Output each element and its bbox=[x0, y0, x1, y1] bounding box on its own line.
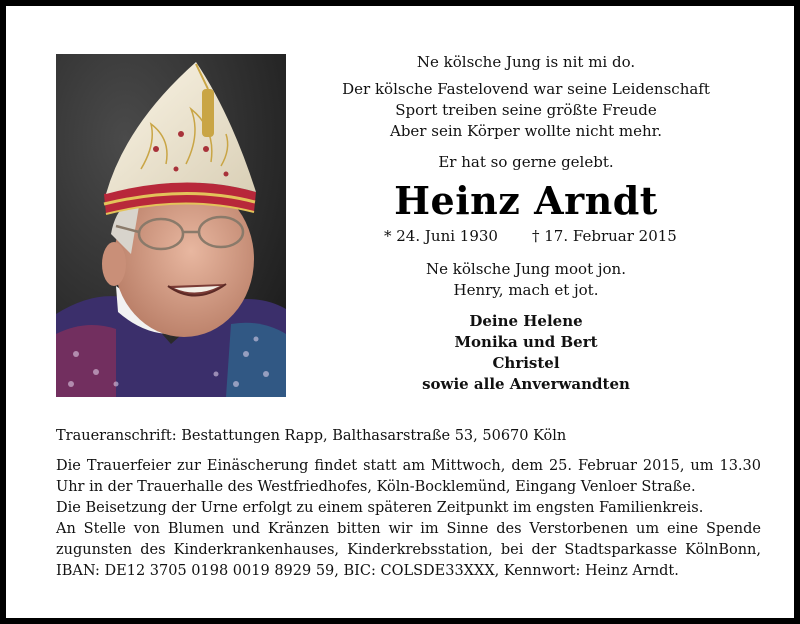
death-date: † 17. Februar 2015 bbox=[532, 227, 677, 245]
donation-info: An Stelle von Blumen und Kränzen bitten wir im Sinne des Verstorbenen um eine Spende zugunsten des Kinderkrankenhauses, Kinderkrebsstation, bei der Stadtsparkasse KölnBonn, IBAN: DE12 3705 0198 0019 8929 59, BIC: COLSDE33XXX, Kennwort: Heinz Arndt. bbox=[56, 521, 761, 579]
tagline: Er hat so gerne gelebt. bbox=[438, 153, 614, 171]
verse-line-2: Der kölsche Fastelovend war seine Leidenschaft bbox=[342, 80, 710, 98]
mourning-address: Traueranschrift: Bestattungen Rapp, Balthasarstraße 53, 50670 Köln bbox=[56, 428, 567, 444]
portrait-illustration bbox=[56, 54, 286, 397]
life-dates bbox=[336, 225, 716, 249]
obituary-notice-details bbox=[56, 426, 761, 582]
verse-line-4: Aber sein Körper wollte nicht mehr. bbox=[390, 122, 662, 140]
closing-verse-2: Henry, mach et jot. bbox=[453, 281, 599, 299]
burial-info: Die Beisetzung der Urne erfolgt zu einem späteren Zeitpunkt im engsten Familienkreis. bbox=[56, 500, 704, 516]
birth-date: * 24. Juni 1930 bbox=[384, 227, 498, 245]
ceremony-info: Die Trauerfeier zur Einäscherung findet statt am Mittwoch, dem 25. Februar 2015, um 13.30 Uhr in der Trauerhalle des Westfriedhofes, Köln-Bocklemünd, Eingang Venloer Straße. bbox=[56, 458, 761, 495]
obituary-text-block bbox=[336, 52, 716, 395]
mourner-2: Monika und Bert bbox=[454, 333, 598, 351]
closing-verse-1: Ne kölsche Jung moot jon. bbox=[426, 260, 626, 278]
deceased-name: Heinz Arndt bbox=[394, 178, 658, 223]
verse-line-1: Ne kölsche Jung is nit mi do. bbox=[416, 53, 636, 71]
portrait-photo bbox=[56, 54, 286, 397]
mourner-1: Deine Helene bbox=[469, 312, 583, 330]
mourner-4: sowie alle Anverwandten bbox=[422, 375, 630, 393]
verse-line-3: Sport treiben seine größte Freude bbox=[395, 101, 657, 119]
mourner-3: Christel bbox=[492, 354, 560, 372]
